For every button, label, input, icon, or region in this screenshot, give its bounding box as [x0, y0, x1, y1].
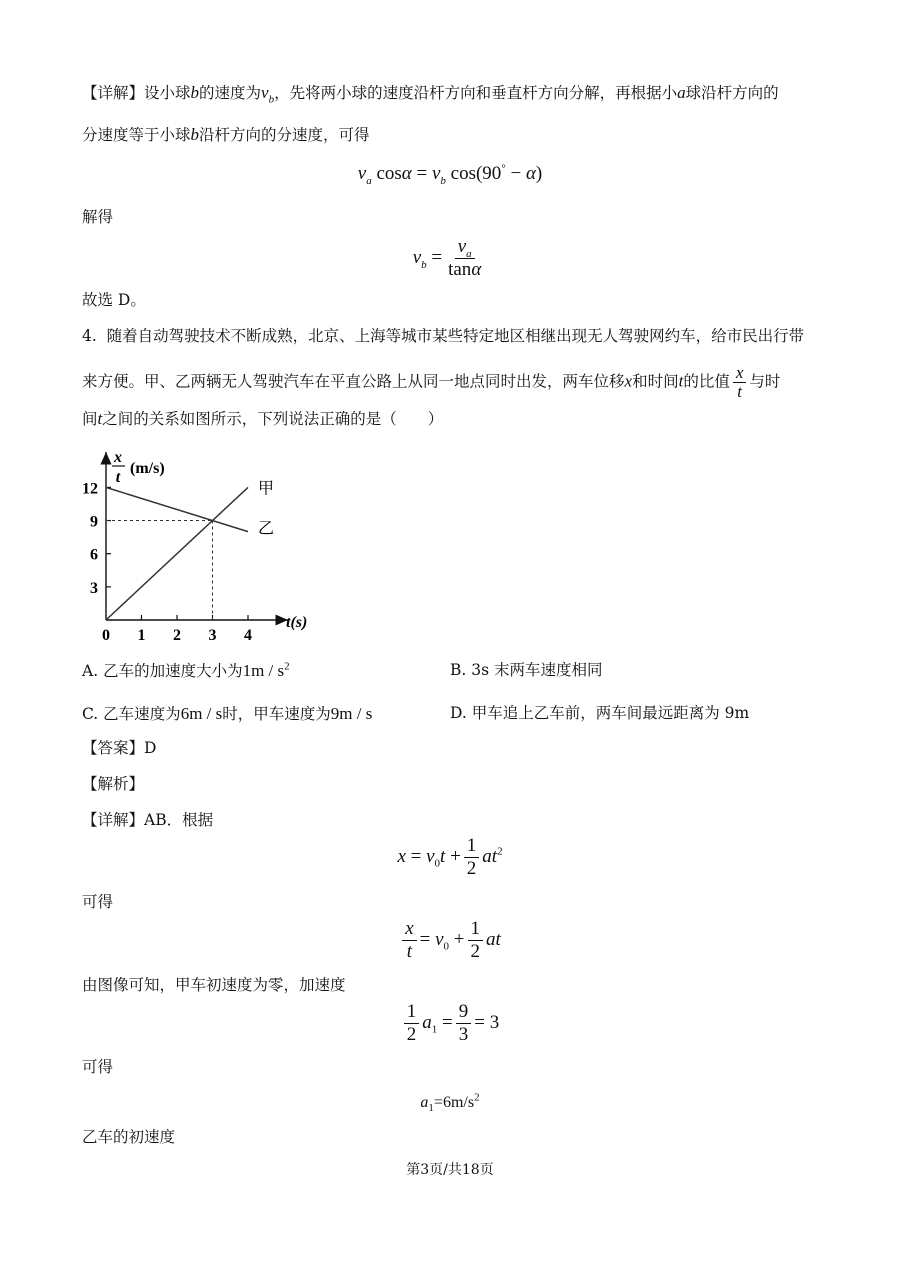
series-label-jia: 甲	[258, 480, 275, 498]
from-graph-line: 由图像可知，甲车初速度为零，加速度	[82, 976, 346, 994]
y-axis-label-num: x	[114, 449, 122, 466]
x-tick-label: 0	[102, 627, 110, 644]
y-tick-label: 3	[90, 579, 98, 597]
fraction-x-over-t: $\frac{x}{t}$	[733, 364, 747, 401]
equation-displacement: $x = v_0t$ + $\frac{1}{2}$ $at^2$	[397, 835, 503, 879]
y-axis-label-den: t	[115, 469, 121, 486]
equation-a1: $\frac{1}{2}$ $a_1$ = $\frac{9}{3}$ = 3	[0, 1001, 900, 1046]
equation-velocity-components: $v_a$ $\cos\alpha = v_b$ cos(90° − α)	[357, 162, 543, 187]
a1-result: $a_1=6m/s^2$	[420, 1091, 480, 1115]
prev-detail-label: 【详解】	[82, 84, 145, 102]
prev-conclusion: 故选 D。	[82, 291, 146, 309]
question-line-2: 来方便。甲、乙两辆无人驾驶汽车在平直公路上从同一地点同时出发，两车位移x和时间t的比值 $\frac{x}{t}$ 与时	[82, 363, 781, 401]
option-d[interactable]: D. 甲车追上乙车前，两车间最远距离为 9m	[450, 704, 750, 722]
chart-x-over-t	[60, 440, 350, 650]
y-tick-label: 12	[82, 480, 98, 498]
option-c[interactable]: C. 乙车速度为6m / s时，甲车速度为9m / s	[82, 704, 373, 723]
x-tick-label: 4	[244, 627, 252, 644]
prev-solve-word: 解得	[82, 208, 114, 226]
option-a[interactable]: A. 乙车的加速度大小为$1m / s^2$	[82, 660, 290, 680]
y-tick-label: 6	[90, 546, 98, 564]
y-axis-unit: (m/s)	[130, 460, 165, 477]
question-line-1: 4. 随着自动驾驶技术不断成熟，北京、上海等城市某些特定地区相继出现无人驾驶网约车，给市民出行带	[82, 327, 805, 345]
series-label-yi: 乙	[258, 520, 275, 538]
answer-line: 【答案】D	[82, 739, 157, 757]
x-axis-label: t(s)	[286, 614, 308, 631]
series-line-yi	[106, 487, 248, 531]
equation-x-over-t: $\frac{x}{t}$ = $v_0$ + $\frac{1}{2}$ at	[0, 918, 900, 963]
get-word-2: 可得	[82, 1058, 114, 1076]
x-tick-label: 3	[208, 627, 217, 644]
prev-detail-line-2: 分速度等于小球b沿杆方向的分速度，可得	[82, 125, 370, 144]
y-tick-label: 9	[90, 513, 98, 531]
prev-detail-line-1: 【详解】设小球b的速度为$v_b$，先将两小球的速度沿杆方向和垂直杆方向分解，再根据小a球沿杆方向的	[82, 83, 779, 106]
page-footer: 第3页/共18页	[406, 1162, 494, 1178]
option-b[interactable]: B. 3s 末两车速度相同	[450, 661, 603, 679]
series-line-jia	[106, 487, 248, 620]
question-number: 4.	[82, 327, 97, 345]
symbol-vb: $v_b$	[261, 83, 275, 106]
detail-line: 【详解】AB．根据	[82, 811, 214, 829]
b-initial-velocity-line: 乙车的初速度	[82, 1128, 176, 1146]
answer-value: D	[144, 739, 157, 757]
question-line-3: 间t之间的关系如图所示，下列说法正确的是（ ）	[82, 409, 444, 428]
x-tick-label: 2	[173, 627, 181, 644]
equation-vb-result: $v_b$ = $\frac{v_a}{\tan\alpha}$	[412, 236, 482, 280]
analysis-label: 【解析】	[82, 775, 145, 793]
get-word-1: 可得	[82, 893, 114, 911]
x-tick-label: 1	[137, 627, 146, 644]
